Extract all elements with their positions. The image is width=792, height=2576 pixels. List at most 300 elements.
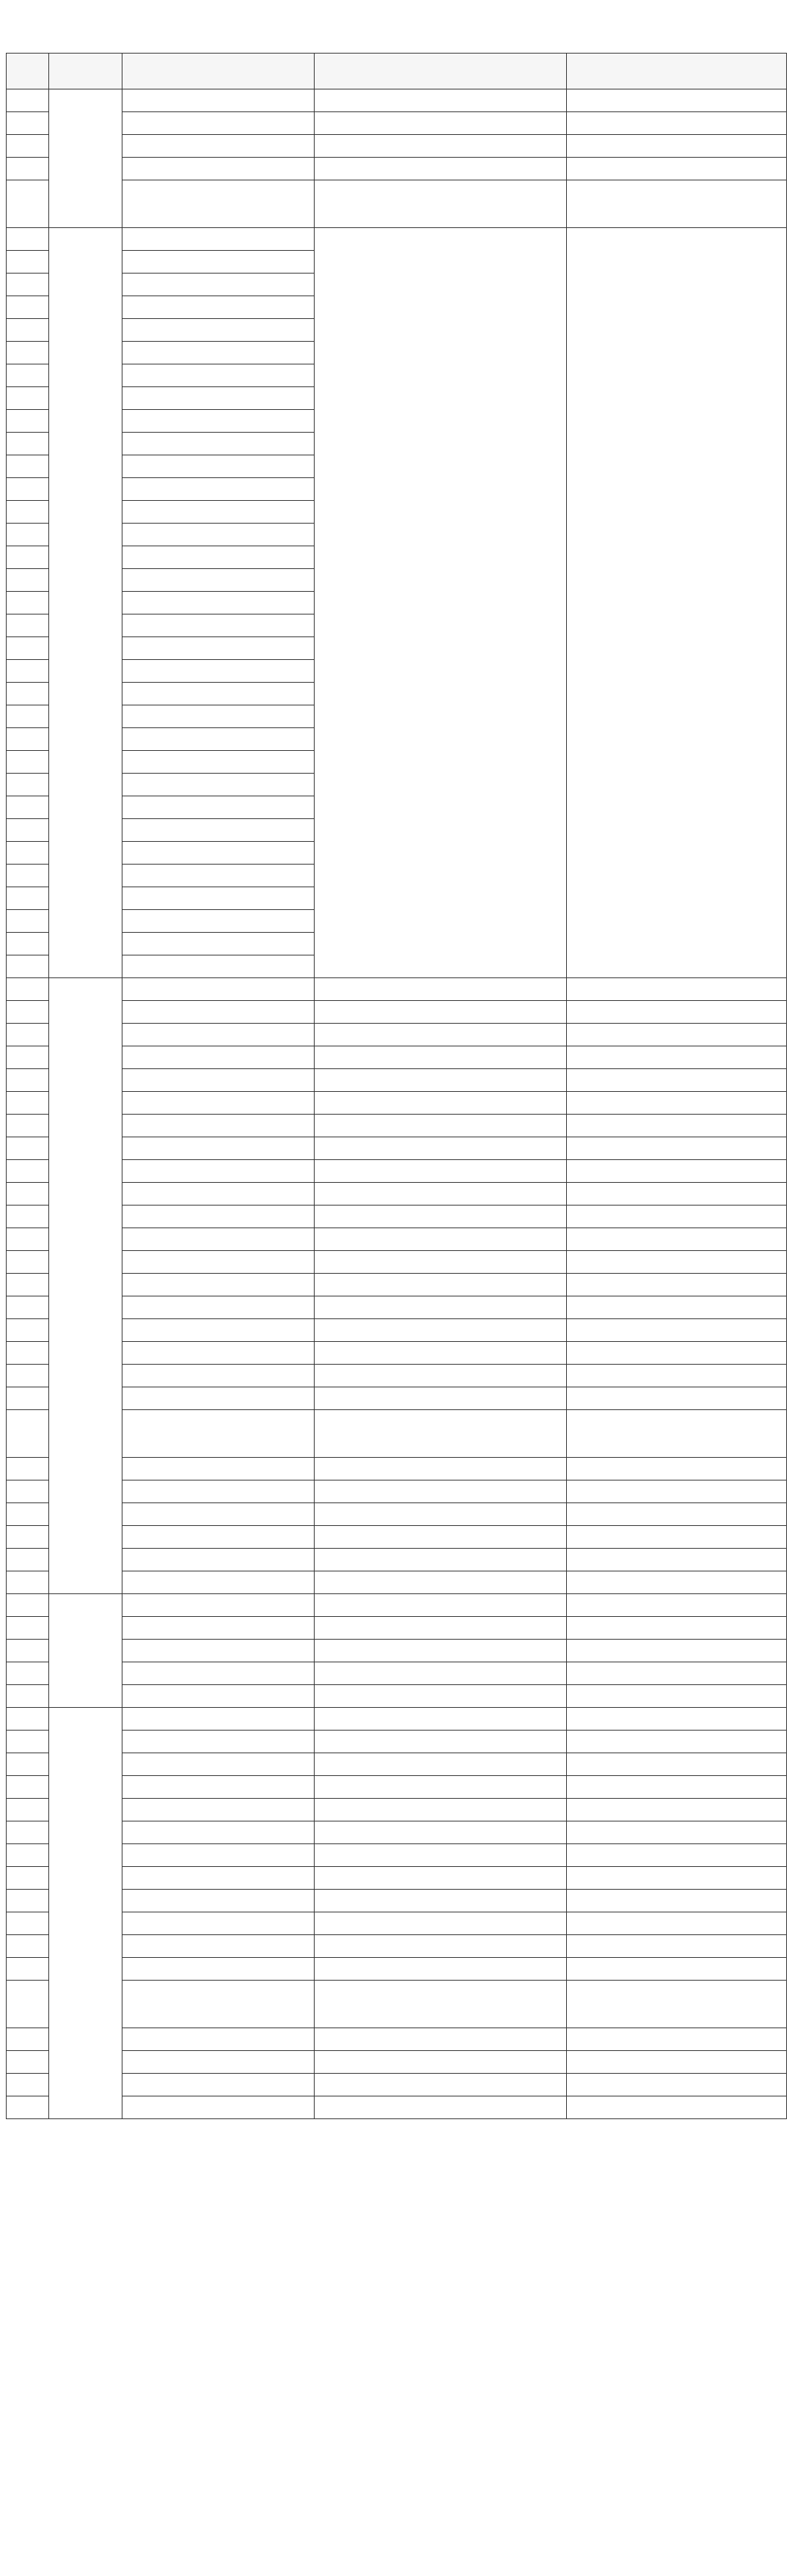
unit-cell	[122, 978, 315, 1001]
row-number	[7, 524, 49, 546]
measure-cell	[315, 1731, 567, 1753]
row-number	[7, 1115, 49, 1137]
benefits-table	[6, 53, 787, 2119]
unit-cell	[122, 410, 315, 433]
target-cell	[567, 1115, 787, 1137]
table-row	[7, 1753, 787, 1776]
unit-cell	[122, 455, 315, 478]
target-cell	[567, 1799, 787, 1821]
row-number	[7, 819, 49, 842]
table-row	[7, 1342, 787, 1365]
target-cell	[567, 1571, 787, 1594]
row-number	[7, 1296, 49, 1319]
row-number	[7, 1137, 49, 1160]
table-row	[7, 1319, 787, 1342]
unit-cell	[122, 2028, 315, 2051]
row-number	[7, 1458, 49, 1480]
row-number	[7, 1001, 49, 1024]
row-number	[7, 955, 49, 978]
row-number	[7, 1160, 49, 1183]
table-row	[7, 1069, 787, 1092]
measure-cell	[315, 2074, 567, 2096]
row-number	[7, 455, 49, 478]
target-cell	[567, 89, 787, 112]
row-number	[7, 705, 49, 728]
row-number	[7, 569, 49, 592]
unit-cell	[122, 364, 315, 387]
table-row	[7, 1640, 787, 1662]
measure-cell	[315, 1821, 567, 1844]
measure-cell	[315, 1640, 567, 1662]
unit-cell	[122, 1549, 315, 1571]
target-cell	[567, 1319, 787, 1342]
measure-cell	[315, 1206, 567, 1228]
unit-cell	[122, 112, 315, 135]
target-cell	[567, 1183, 787, 1206]
target-cell	[567, 1137, 787, 1160]
row-number	[7, 910, 49, 933]
unit-cell	[122, 1662, 315, 1685]
table-row	[7, 1549, 787, 1571]
unit-cell	[122, 1115, 315, 1137]
target-cell	[567, 1024, 787, 1046]
row-number	[7, 1480, 49, 1503]
row-number	[7, 1274, 49, 1296]
unit-cell	[122, 2051, 315, 2074]
row-number	[7, 296, 49, 319]
region-cell	[49, 1594, 122, 1708]
row-number	[7, 592, 49, 614]
unit-cell	[122, 660, 315, 683]
page-title	[0, 0, 792, 43]
table-row	[7, 1160, 787, 1183]
table-row	[7, 112, 787, 135]
unit-cell	[122, 1296, 315, 1319]
table-row	[7, 1228, 787, 1251]
measure-cell	[315, 135, 567, 158]
region-cell	[49, 978, 122, 1594]
unit-cell	[122, 705, 315, 728]
row-number	[7, 1662, 49, 1685]
table-row	[7, 1503, 787, 1526]
unit-cell	[122, 728, 315, 751]
measure-cell	[315, 1799, 567, 1821]
unit-cell	[122, 1981, 315, 2028]
target-cell	[567, 978, 787, 1001]
unit-cell	[122, 1206, 315, 1228]
row-number	[7, 1365, 49, 1387]
row-number	[7, 2096, 49, 2119]
unit-cell	[122, 683, 315, 705]
row-number	[7, 1549, 49, 1571]
measure-cell	[315, 2096, 567, 2119]
region-cell	[49, 1708, 122, 2119]
measure-cell	[315, 228, 567, 978]
row-number	[7, 1640, 49, 1662]
measure-cell	[315, 1183, 567, 1206]
table-row	[7, 1092, 787, 1115]
unit-cell	[122, 1480, 315, 1503]
table-row	[7, 89, 787, 112]
row-number	[7, 1821, 49, 1844]
target-cell	[567, 228, 787, 978]
table-row	[7, 1799, 787, 1821]
target-cell	[567, 1092, 787, 1115]
row-number	[7, 1935, 49, 1958]
table-row	[7, 1821, 787, 1844]
unit-cell	[122, 614, 315, 637]
measure-cell	[315, 1526, 567, 1549]
target-cell	[567, 1251, 787, 1274]
unit-cell	[122, 1274, 315, 1296]
row-number	[7, 865, 49, 887]
unit-cell	[122, 1753, 315, 1776]
unit-cell	[122, 1867, 315, 1890]
table-body	[7, 89, 787, 2119]
measure-cell	[315, 1708, 567, 1731]
table-row	[7, 1844, 787, 1867]
measure-cell	[315, 1160, 567, 1183]
unit-cell	[122, 433, 315, 455]
row-number	[7, 660, 49, 683]
header-region	[49, 54, 122, 89]
row-number	[7, 1024, 49, 1046]
table-row	[7, 1617, 787, 1640]
unit-cell	[122, 887, 315, 910]
unit-cell	[122, 1776, 315, 1799]
row-number	[7, 158, 49, 180]
table-row	[7, 2074, 787, 2096]
row-number	[7, 1251, 49, 1274]
unit-cell	[122, 135, 315, 158]
target-cell	[567, 1958, 787, 1981]
row-number	[7, 1799, 49, 1821]
unit-cell	[122, 1001, 315, 1024]
table-row	[7, 1890, 787, 1912]
unit-cell	[122, 865, 315, 887]
measure-cell	[315, 2028, 567, 2051]
table-row	[7, 978, 787, 1001]
measure-cell	[315, 1890, 567, 1912]
table-row	[7, 1458, 787, 1480]
row-number	[7, 1912, 49, 1935]
table-row	[7, 1001, 787, 1024]
row-number	[7, 387, 49, 410]
row-number	[7, 251, 49, 274]
unit-cell	[122, 1410, 315, 1458]
row-number	[7, 342, 49, 364]
target-cell	[567, 1480, 787, 1503]
table-row	[7, 1251, 787, 1274]
unit-cell	[122, 1092, 315, 1115]
target-cell	[567, 1844, 787, 1867]
measure-cell	[315, 1274, 567, 1296]
row-number	[7, 1319, 49, 1342]
row-number	[7, 796, 49, 819]
measure-cell	[315, 2051, 567, 2074]
target-cell	[567, 1160, 787, 1183]
row-number	[7, 1046, 49, 1069]
target-cell	[567, 1503, 787, 1526]
measure-cell	[315, 1981, 567, 2028]
row-number	[7, 319, 49, 342]
unit-cell	[122, 89, 315, 112]
unit-cell	[122, 1731, 315, 1753]
row-number	[7, 1526, 49, 1549]
unit-cell	[122, 751, 315, 774]
target-cell	[567, 1776, 787, 1799]
target-cell	[567, 1821, 787, 1844]
unit-cell	[122, 1183, 315, 1206]
table-row	[7, 2051, 787, 2074]
row-number	[7, 410, 49, 433]
target-cell	[567, 1867, 787, 1890]
row-number	[7, 2051, 49, 2074]
target-cell	[567, 1046, 787, 1069]
unit-cell	[122, 1251, 315, 1274]
measure-cell	[315, 1662, 567, 1685]
row-number	[7, 1685, 49, 1708]
unit-cell	[122, 158, 315, 180]
unit-cell	[122, 319, 315, 342]
target-cell	[567, 1549, 787, 1571]
table-row	[7, 1526, 787, 1549]
target-cell	[567, 1387, 787, 1410]
unit-cell	[122, 387, 315, 410]
table-row	[7, 1480, 787, 1503]
table-row	[7, 135, 787, 158]
measure-cell	[315, 1617, 567, 1640]
measure-cell	[315, 1549, 567, 1571]
unit-cell	[122, 501, 315, 524]
unit-cell	[122, 1365, 315, 1387]
unit-cell	[122, 228, 315, 251]
measure-cell	[315, 1092, 567, 1115]
table-row	[7, 2096, 787, 2119]
measure-cell	[315, 1001, 567, 1024]
row-number	[7, 112, 49, 135]
measure-cell	[315, 1137, 567, 1160]
unit-cell	[122, 2096, 315, 2119]
measure-cell	[315, 180, 567, 228]
row-number	[7, 1617, 49, 1640]
table-row	[7, 1387, 787, 1410]
target-cell	[567, 1274, 787, 1296]
row-number	[7, 887, 49, 910]
row-number	[7, 1867, 49, 1890]
measure-cell	[315, 1867, 567, 1890]
header-unit	[122, 54, 315, 89]
measure-cell	[315, 1046, 567, 1069]
unit-cell	[122, 524, 315, 546]
unit-cell	[122, 1160, 315, 1183]
measure-cell	[315, 112, 567, 135]
target-cell	[567, 1981, 787, 2028]
unit-cell	[122, 546, 315, 569]
table-row	[7, 1183, 787, 1206]
row-number	[7, 683, 49, 705]
unit-cell	[122, 1526, 315, 1549]
measure-cell	[315, 1251, 567, 1274]
row-number	[7, 1183, 49, 1206]
table-row	[7, 1731, 787, 1753]
table-row	[7, 1958, 787, 1981]
target-cell	[567, 1296, 787, 1319]
measure-cell	[315, 1296, 567, 1319]
row-number	[7, 478, 49, 501]
unit-cell	[122, 1571, 315, 1594]
measure-cell	[315, 1753, 567, 1776]
row-number	[7, 1092, 49, 1115]
table-row	[7, 1115, 787, 1137]
table-row	[7, 1776, 787, 1799]
table-row	[7, 1365, 787, 1387]
unit-cell	[122, 1958, 315, 1981]
target-cell	[567, 1708, 787, 1731]
measure-cell	[315, 158, 567, 180]
row-number	[7, 637, 49, 660]
unit-cell	[122, 592, 315, 614]
measure-cell	[315, 1594, 567, 1617]
table-row	[7, 1024, 787, 1046]
target-cell	[567, 1206, 787, 1228]
unit-cell	[122, 478, 315, 501]
table-row	[7, 1867, 787, 1890]
row-number	[7, 1571, 49, 1594]
measure-cell	[315, 1685, 567, 1708]
target-cell	[567, 2074, 787, 2096]
target-cell	[567, 2051, 787, 2074]
measure-cell	[315, 1115, 567, 1137]
row-number	[7, 1228, 49, 1251]
table-row	[7, 1046, 787, 1069]
measure-cell	[315, 1571, 567, 1594]
row-number	[7, 2028, 49, 2051]
table-row	[7, 1274, 787, 1296]
unit-cell	[122, 1024, 315, 1046]
row-number	[7, 1594, 49, 1617]
row-number	[7, 1776, 49, 1799]
target-cell	[567, 1458, 787, 1480]
table-row	[7, 228, 787, 251]
row-number	[7, 2074, 49, 2096]
measure-cell	[315, 89, 567, 112]
measure-cell	[315, 1024, 567, 1046]
table-row	[7, 1685, 787, 1708]
unit-cell	[122, 1319, 315, 1342]
unit-cell	[122, 819, 315, 842]
unit-cell	[122, 274, 315, 296]
unit-cell	[122, 1685, 315, 1708]
measure-cell	[315, 1776, 567, 1799]
row-number	[7, 433, 49, 455]
unit-cell	[122, 1387, 315, 1410]
unit-cell	[122, 774, 315, 796]
measure-cell	[315, 1958, 567, 1981]
unit-cell	[122, 1912, 315, 1935]
region-cell	[49, 89, 122, 228]
target-cell	[567, 1342, 787, 1365]
measure-cell	[315, 1319, 567, 1342]
row-number	[7, 1069, 49, 1092]
row-number	[7, 1981, 49, 2028]
target-cell	[567, 1526, 787, 1549]
row-number	[7, 1753, 49, 1776]
measure-cell	[315, 1458, 567, 1480]
row-number	[7, 135, 49, 158]
target-cell	[567, 1662, 787, 1685]
table-header-row	[7, 54, 787, 89]
unit-cell	[122, 569, 315, 592]
row-number	[7, 501, 49, 524]
row-number	[7, 1342, 49, 1365]
row-number	[7, 1387, 49, 1410]
measure-cell	[315, 1844, 567, 1867]
measure-cell	[315, 1935, 567, 1958]
row-number	[7, 180, 49, 228]
measure-cell	[315, 1480, 567, 1503]
table-row	[7, 1981, 787, 2028]
measure-cell	[315, 1228, 567, 1251]
unit-cell	[122, 1137, 315, 1160]
target-cell	[567, 135, 787, 158]
target-cell	[567, 2096, 787, 2119]
measure-cell	[315, 1365, 567, 1387]
unit-cell	[122, 910, 315, 933]
measure-cell	[315, 1503, 567, 1526]
table-row	[7, 1708, 787, 1731]
header-no	[7, 54, 49, 89]
target-cell	[567, 158, 787, 180]
target-cell	[567, 1617, 787, 1640]
row-number	[7, 89, 49, 112]
unit-cell	[122, 1342, 315, 1365]
target-cell	[567, 1731, 787, 1753]
target-cell	[567, 2028, 787, 2051]
target-cell	[567, 1594, 787, 1617]
header-measure	[315, 54, 567, 89]
target-cell	[567, 1890, 787, 1912]
row-number	[7, 978, 49, 1001]
table-row	[7, 2028, 787, 2051]
unit-cell	[122, 1046, 315, 1069]
row-number	[7, 751, 49, 774]
measure-cell	[315, 978, 567, 1001]
unit-cell	[122, 1821, 315, 1844]
table-row	[7, 1594, 787, 1617]
row-number	[7, 1503, 49, 1526]
row-number	[7, 1206, 49, 1228]
target-cell	[567, 1001, 787, 1024]
unit-cell	[122, 251, 315, 274]
measure-cell	[315, 1410, 567, 1458]
target-cell	[567, 1069, 787, 1092]
unit-cell	[122, 296, 315, 319]
unit-cell	[122, 1228, 315, 1251]
measure-cell	[315, 1342, 567, 1365]
target-cell	[567, 180, 787, 228]
unit-cell	[122, 637, 315, 660]
table-row	[7, 158, 787, 180]
measure-cell	[315, 1069, 567, 1092]
target-cell	[567, 1685, 787, 1708]
unit-cell	[122, 1799, 315, 1821]
target-cell	[567, 112, 787, 135]
row-number	[7, 842, 49, 865]
unit-cell	[122, 1617, 315, 1640]
table-row	[7, 1410, 787, 1458]
row-number	[7, 1731, 49, 1753]
